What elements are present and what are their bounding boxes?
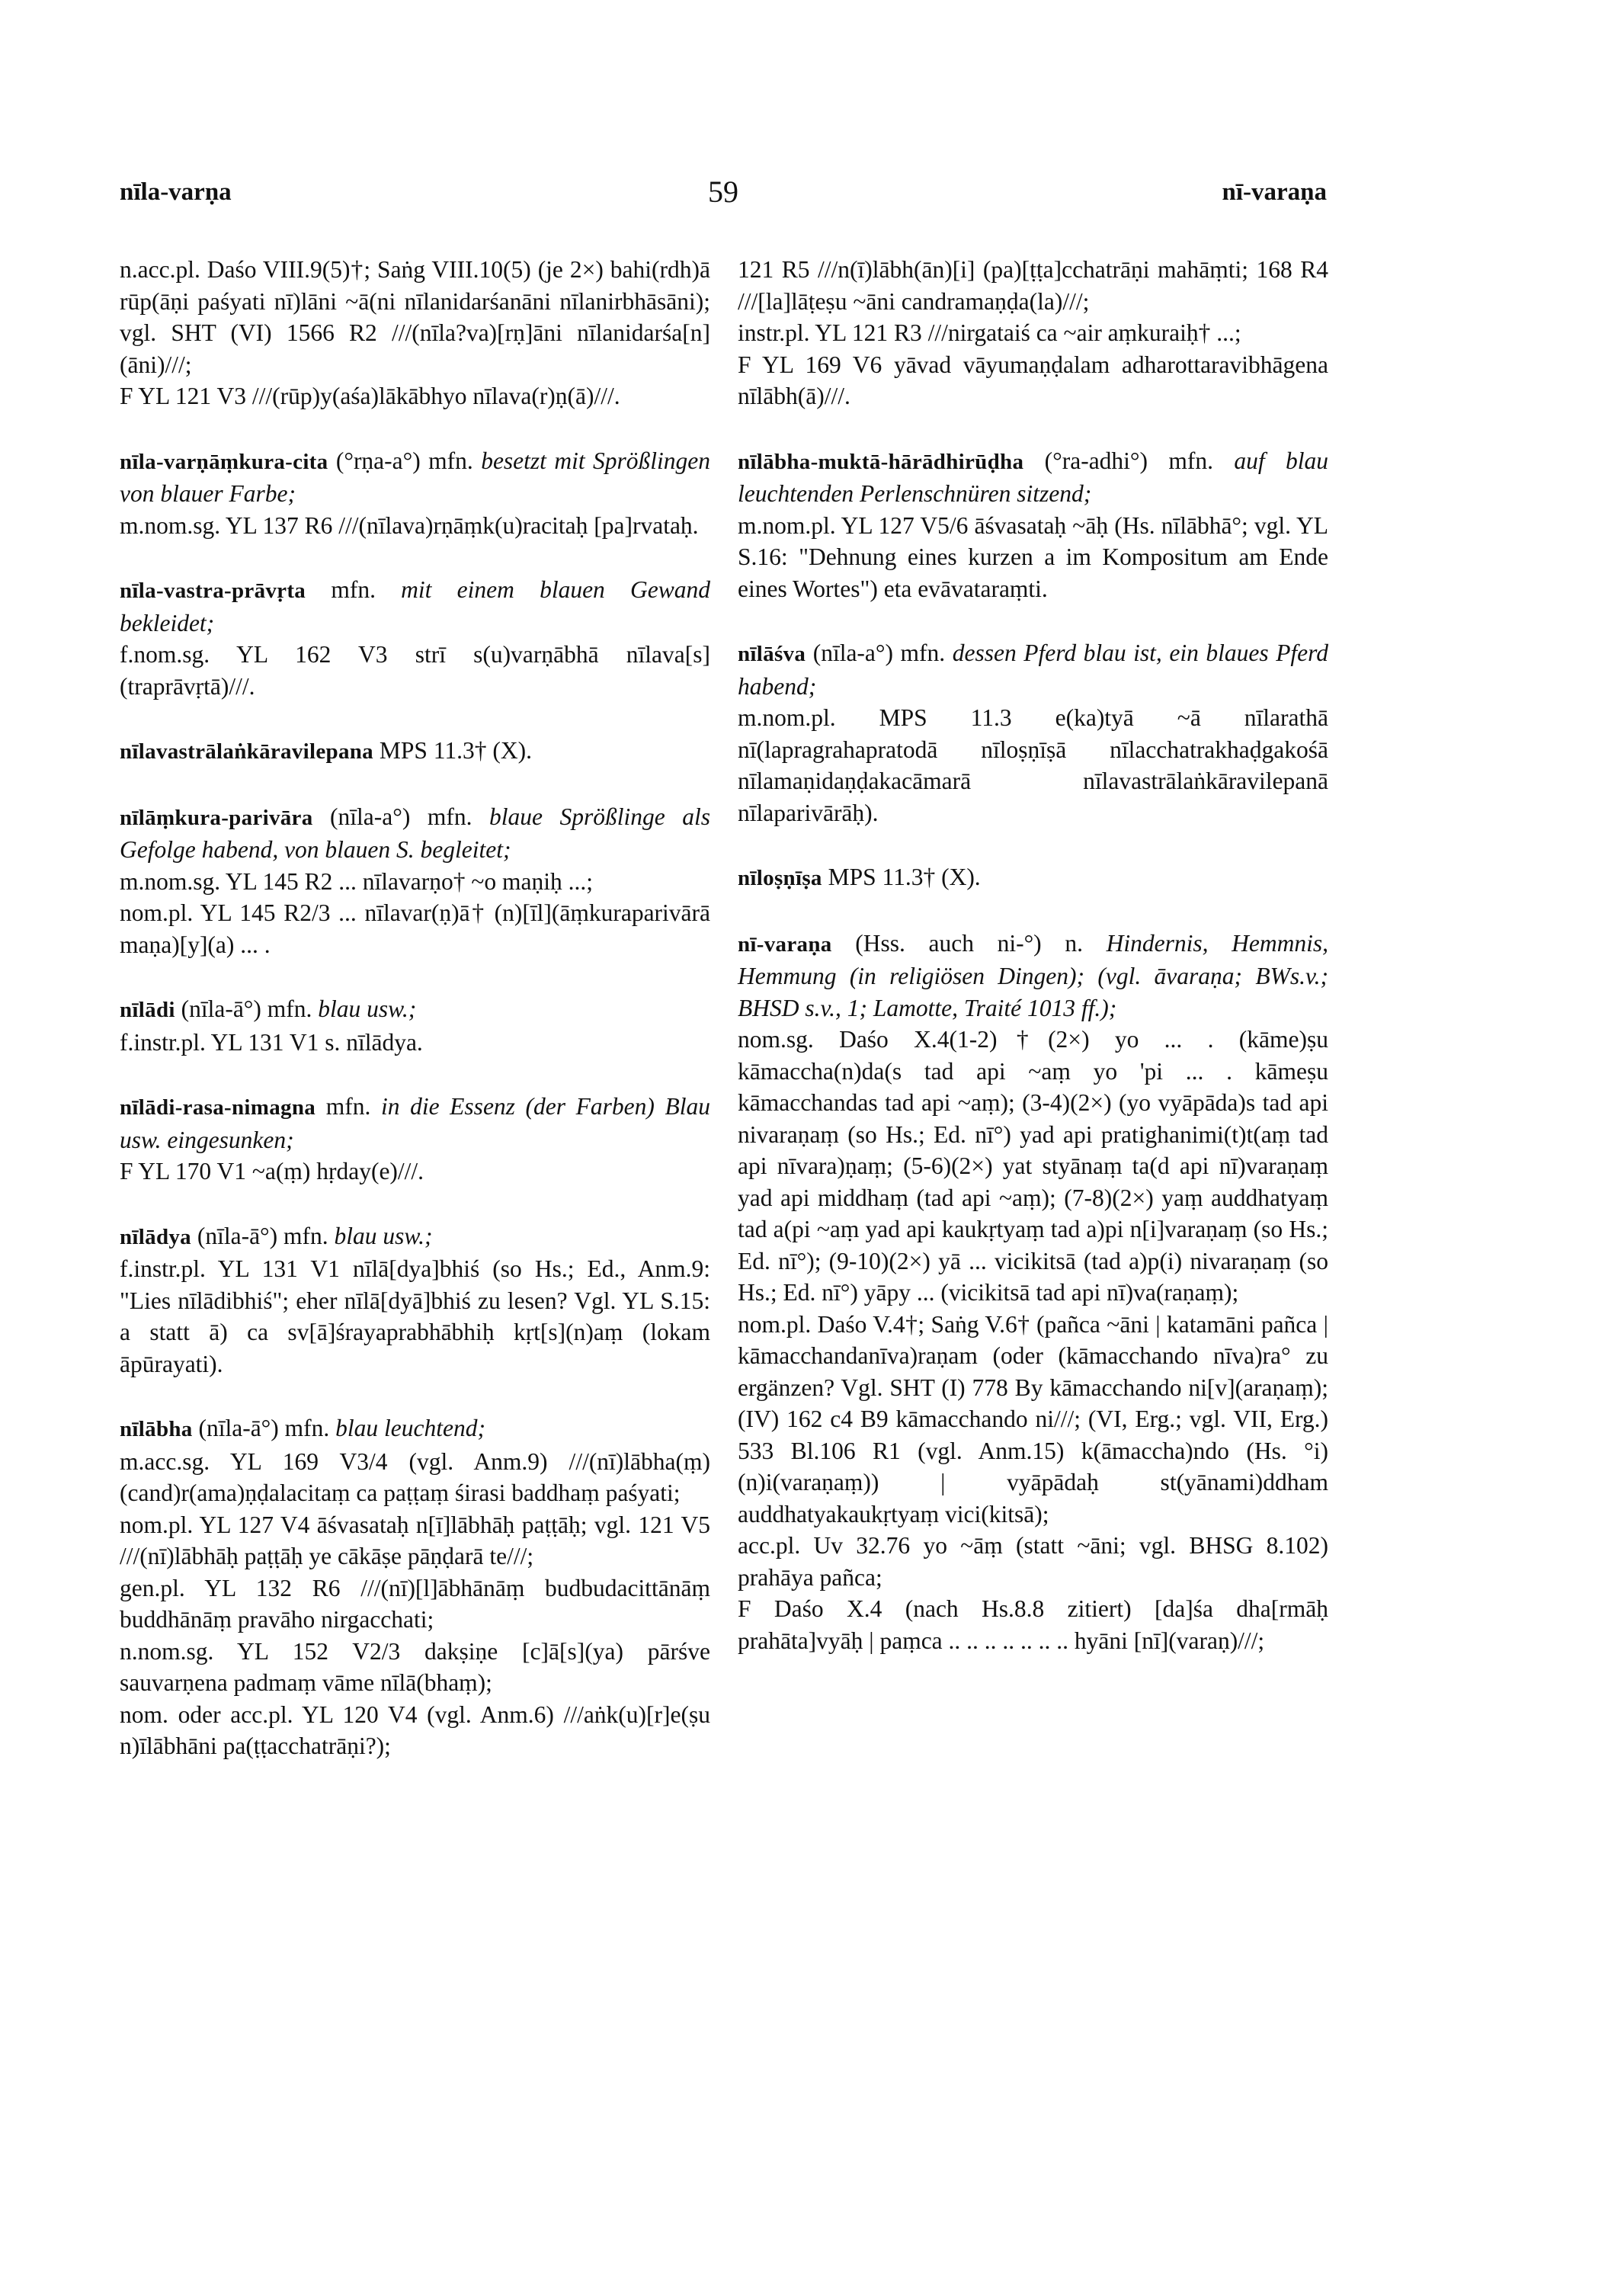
header-left-keyword: nīla-varṇa xyxy=(120,178,232,206)
entry-niladi-rasa-nimagna xyxy=(120,1091,710,1188)
meaning: blaue Sprößlinge als Gefolge habend, von blauen S. begleitet; xyxy=(120,803,710,863)
meaning: Hindernis, Hemmnis, Hemmung (in religiösen Dingen); (vgl. āvaraṇa; BWs.v.; BHSD s.v., 1; Lamotte, Traité 1013 ff.); xyxy=(738,929,1328,1021)
citation-line: m.acc.sg. YL 169 V3/4 (vgl. Anm.9) ///(nī)lābha(ṃ) (cand)r(ama)ṇḍalacitaṃ ca paṭṭaṃ śirasi baddhaṃ paśyati; xyxy=(120,1447,710,1506)
citation-line: F YL 169 V6 yāvad vāyumaṇḍalam adharottaravibhāgena nīlābh(ā)///. xyxy=(738,351,1328,409)
citation-line: nom. oder acc.pl. YL 120 V4 (vgl. Anm.6) ///aṅk(u)[r]e(ṣu n)īlābhāni pa(ṭṭacchatrāṇi?); xyxy=(120,1701,710,1759)
citation-line: nom.pl. Daśo V.4†; Saṅg V.6† (pañca ~āni | katamāni pañca | kāmacchandanīva)raṇam (oder (kāmacchando nīva)ra° zu ergänzen? Vgl. SHT (I) 778 By kāmacchando ni[v](araṇaṃ); (IV) 162 c4 B9 kāmacchando ni///; (VI, Erg.; vgl. VII, Erg.) 533 Bl.106 R1 (vgl. Anm.15) k(āmaccha)ndo (Hs. °i) (n)i(varaṇaṃ)) | vyāpādaḥ st(yānami)ddham auddhatyakaukṛtyaṃ vici(kitsā); xyxy=(738,1310,1328,1527)
continued-entry xyxy=(120,254,710,412)
continued-entry xyxy=(738,254,1328,412)
headword: nīla-vastra-prāvṛta xyxy=(120,579,306,603)
running-head xyxy=(120,174,1327,212)
entry-nilasva xyxy=(738,637,1328,829)
entry-nilavastralankaravilepana xyxy=(120,735,710,768)
grammar-info: (Hss. auch ni-°) n. xyxy=(855,929,1083,957)
right-column xyxy=(738,254,1328,1689)
entry-nila-vastra-pravrta xyxy=(120,574,710,702)
citation-line: n.acc.pl. Daśo VIII.9(5)†; Saṅg VIII.10(5) (je 2×) bahi(rdh)ā rūp(āṇi paśyati nī)lāni ~ā(ni nīlanidarśanāni nīlanirbhāsāni); vgl. SHT (VI) 1566 R2 ///(nīla?va)[rṇ]āni nīlanidarśa[n](āni)///; xyxy=(120,256,710,378)
headword: nīlādi xyxy=(120,998,175,1022)
citation-line: nom.pl. YL 145 R2/3 ... nīlavar(ṇ)ā† (n)[īl](āṃkuraparivārā maṇa)[y](a) ... . xyxy=(120,899,710,958)
entry-nilosnisa xyxy=(738,861,1328,895)
entry-nila-varnamkura-cita xyxy=(120,445,710,542)
citation-line: m.nom.pl. YL 127 V5/6 āśvasataḥ ~āḥ (Hs. nīlābhā°; vgl. YL S.16: "Dehnung eines kurzen a im Kompositum am Ende eines Wortes") eta evāvataraṃti. xyxy=(738,511,1328,602)
grammar-info: (nīla-a°) mfn. xyxy=(812,640,946,666)
headword: nī-varaṇa xyxy=(738,931,832,957)
citation-line: m.nom.pl. MPS 11.3 e(ka)tyā ~ā nīlarathā nī(lapragrahapratodā nīloṣṇīṣā nīlacchatrakhaḍgakośā nīlamaṇidaṇḍakacāmarā nīlavastrālaṅkāravilepanā nīlaparivārāḥ). xyxy=(738,704,1328,826)
grammar-info: (nīla-ā°) mfn. xyxy=(197,1222,328,1249)
grammar-info: (nīla-ā°) mfn. xyxy=(181,995,312,1022)
entry-ni-varana xyxy=(738,928,1328,1657)
headword: nīloṣṇīṣa xyxy=(738,866,822,890)
citation-line: f.instr.pl. YL 131 V1 s. nīlādya. xyxy=(120,1028,423,1056)
citation-line: nom.sg. Daśo X.4(1-2)†(2×) yo ... . (kāme)ṣu kāmaccha(n)da(s tad api ~aṃ yo 'pi ... . kāmeṣu kāmacchandas tad api ~aṃ); (3-4)(2×) (yo vyāpāda)s tad api nivaraṇaṃ (so Hs.; Ed. nī°) yad api pratighanimi(t)t(aṃ tad api nīvara)ṇaṃ; (5-6)(2×) yat styānaṃ ta(d api nī)varaṇaṃ yad api middhaṃ (tad api ~aṃ); (7-8)(2×) yaṃ auddhatyaṃ tad a(pi ~aṃ yad api kaukṛtyaṃ tad a)pi n[i]varaṇaṃ (so Hs.; Ed. nī°); (9-10)(2×) yā ... vicikitsā (tad a)p(i) nivaraṇaṃ (so Hs.; Ed. nī°) yāpy ... (vicikitsā tad api nī)va(raṇaṃ); xyxy=(738,1026,1328,1306)
headword: nīlābha xyxy=(120,1417,193,1441)
grammar-info: mfn. xyxy=(325,1093,371,1120)
meaning: auf blau leuchtenden Perlenschnüren sitzend; xyxy=(738,447,1328,507)
meaning: blau usw.; xyxy=(318,995,417,1022)
meaning: blau leuchtend; xyxy=(335,1415,485,1441)
entry-niladya xyxy=(120,1220,710,1380)
grammar-info: (nīla-a°) mfn. xyxy=(330,803,472,830)
headword: nīlādi-rasa-nimagna xyxy=(120,1095,316,1120)
headword: nīlāṃkura-parivāra xyxy=(120,805,313,830)
citation-line: m.nom.sg. YL 137 R6 ///(nīlava)rṇāṃk(u)racitaḥ [pa]rvataḥ. xyxy=(120,511,699,539)
meaning: in die Essenz (der Farben) Blau usw. eingesunken; xyxy=(120,1093,710,1153)
citation-line: instr.pl. YL 121 R3 ///nirgataiś ca ~air aṃkuraiḥ† ...; xyxy=(738,319,1241,346)
page-number: 59 xyxy=(708,175,738,209)
entry-nilabha xyxy=(120,1412,710,1762)
left-column xyxy=(120,254,710,1795)
citation-line: F YL 121 V3 ///(rūp)y(aśa)lākābhyo nīlava(r)ṇ(ā)///. xyxy=(120,383,620,409)
headword: nīlādya xyxy=(120,1224,191,1249)
reference: MPS 11.3† (X). xyxy=(828,864,981,890)
entry-nilamkura-parivara xyxy=(120,801,710,961)
reference: MPS 11.3† (X). xyxy=(379,737,532,764)
headword: nīlavastrālaṅkāravilepana xyxy=(120,739,373,764)
meaning: dessen Pferd blau ist, ein blaues Pferd habend; xyxy=(738,640,1329,700)
header-right-keyword: nī-varaṇa xyxy=(1222,178,1327,206)
meaning: mit einem blauen Gewand bekleidet; xyxy=(120,576,711,636)
grammar-info: (nīla-ā°) mfn. xyxy=(198,1415,330,1441)
meaning: blau usw.; xyxy=(334,1222,433,1249)
citation-line: F Daśo X.4 (nach Hs.8.8 zitiert) [da]śa dha[rmāḥ prahāta]vyāḥ | paṃca .. .. .. .. .. .. .. hyāni [nī](varaṇ)///; xyxy=(738,1595,1328,1654)
headword: nīlābha-muktā-hārādhirūḍha xyxy=(738,449,1024,474)
citation-line: m.nom.sg. YL 145 R2 ... nīlavarṇo† ~o maṇiḥ ...; xyxy=(120,867,594,895)
grammar-info: (°rṇa-a°) mfn. xyxy=(335,447,473,474)
citation-line: acc.pl. Uv 32.76 yo ~āṃ (statt ~āni; vgl. BHSG 8.102) prahāya pañca; xyxy=(738,1532,1328,1591)
headword: nīlāśva xyxy=(738,642,806,666)
entry-niladi xyxy=(120,993,710,1058)
citation-line: nom.pl. YL 127 V4 āśvasataḥ n[ī]lābhāḥ paṭṭāḥ; vgl. 121 V5 ///(nī)lābhāḥ paṭṭāḥ ye cākāṣe pāṇḍarā te///; xyxy=(120,1511,710,1569)
citation-line: f.instr.pl. YL 131 V1 nīlā[dya]bhiś (so Hs.; Ed., Anm.9: "Lies nīlādibhiś"; eher nīlā[dyā]bhiś zu lesen? Vgl. YL S.15: a statt ā) ca sv[ā]śrayaprabhābhiḥ kṛt[s](n)aṃ (lokam āpūrayati). xyxy=(120,1255,710,1377)
grammar-info: (°ra-adhi°) mfn. xyxy=(1044,447,1213,474)
citation-line: gen.pl. YL 132 R6 ///(nī)[l]ābhānāṃ budbudacittānāṃ buddhānāṃ pravāho nirgacchati; xyxy=(120,1574,710,1633)
citation-line: f.nom.sg. YL 162 V3 strī s(u)varṇābhā nīlava[s](traprāvṛtā)///. xyxy=(120,641,710,700)
meaning: besetzt mit Sprößlingen von blauer Farbe; xyxy=(120,447,711,507)
headword: nīla-varṇāṃkura-cita xyxy=(120,449,328,474)
entry-nilabha-mukta-haradhirudha xyxy=(738,445,1328,605)
citation-line: n.nom.sg. YL 152 V2/3 dakṣiṇe [c]ā[s](ya) pārśve sauvarṇena padmaṃ vāme nīlā(bhaṃ); xyxy=(120,1637,710,1696)
citation-line: F YL 170 V1 ~a(ṃ) hṛday(e)///. xyxy=(120,1158,424,1184)
citation-line: 121 R5 ///n(ī)lābh(ān)[i] (pa)[ṭṭa]cchatrāṇi mahāṃti; 168 R4 ///[la]lāṭeṣu ~āni candramaṇḍa(la)///; xyxy=(738,256,1328,315)
grammar-info: mfn. xyxy=(331,576,376,603)
